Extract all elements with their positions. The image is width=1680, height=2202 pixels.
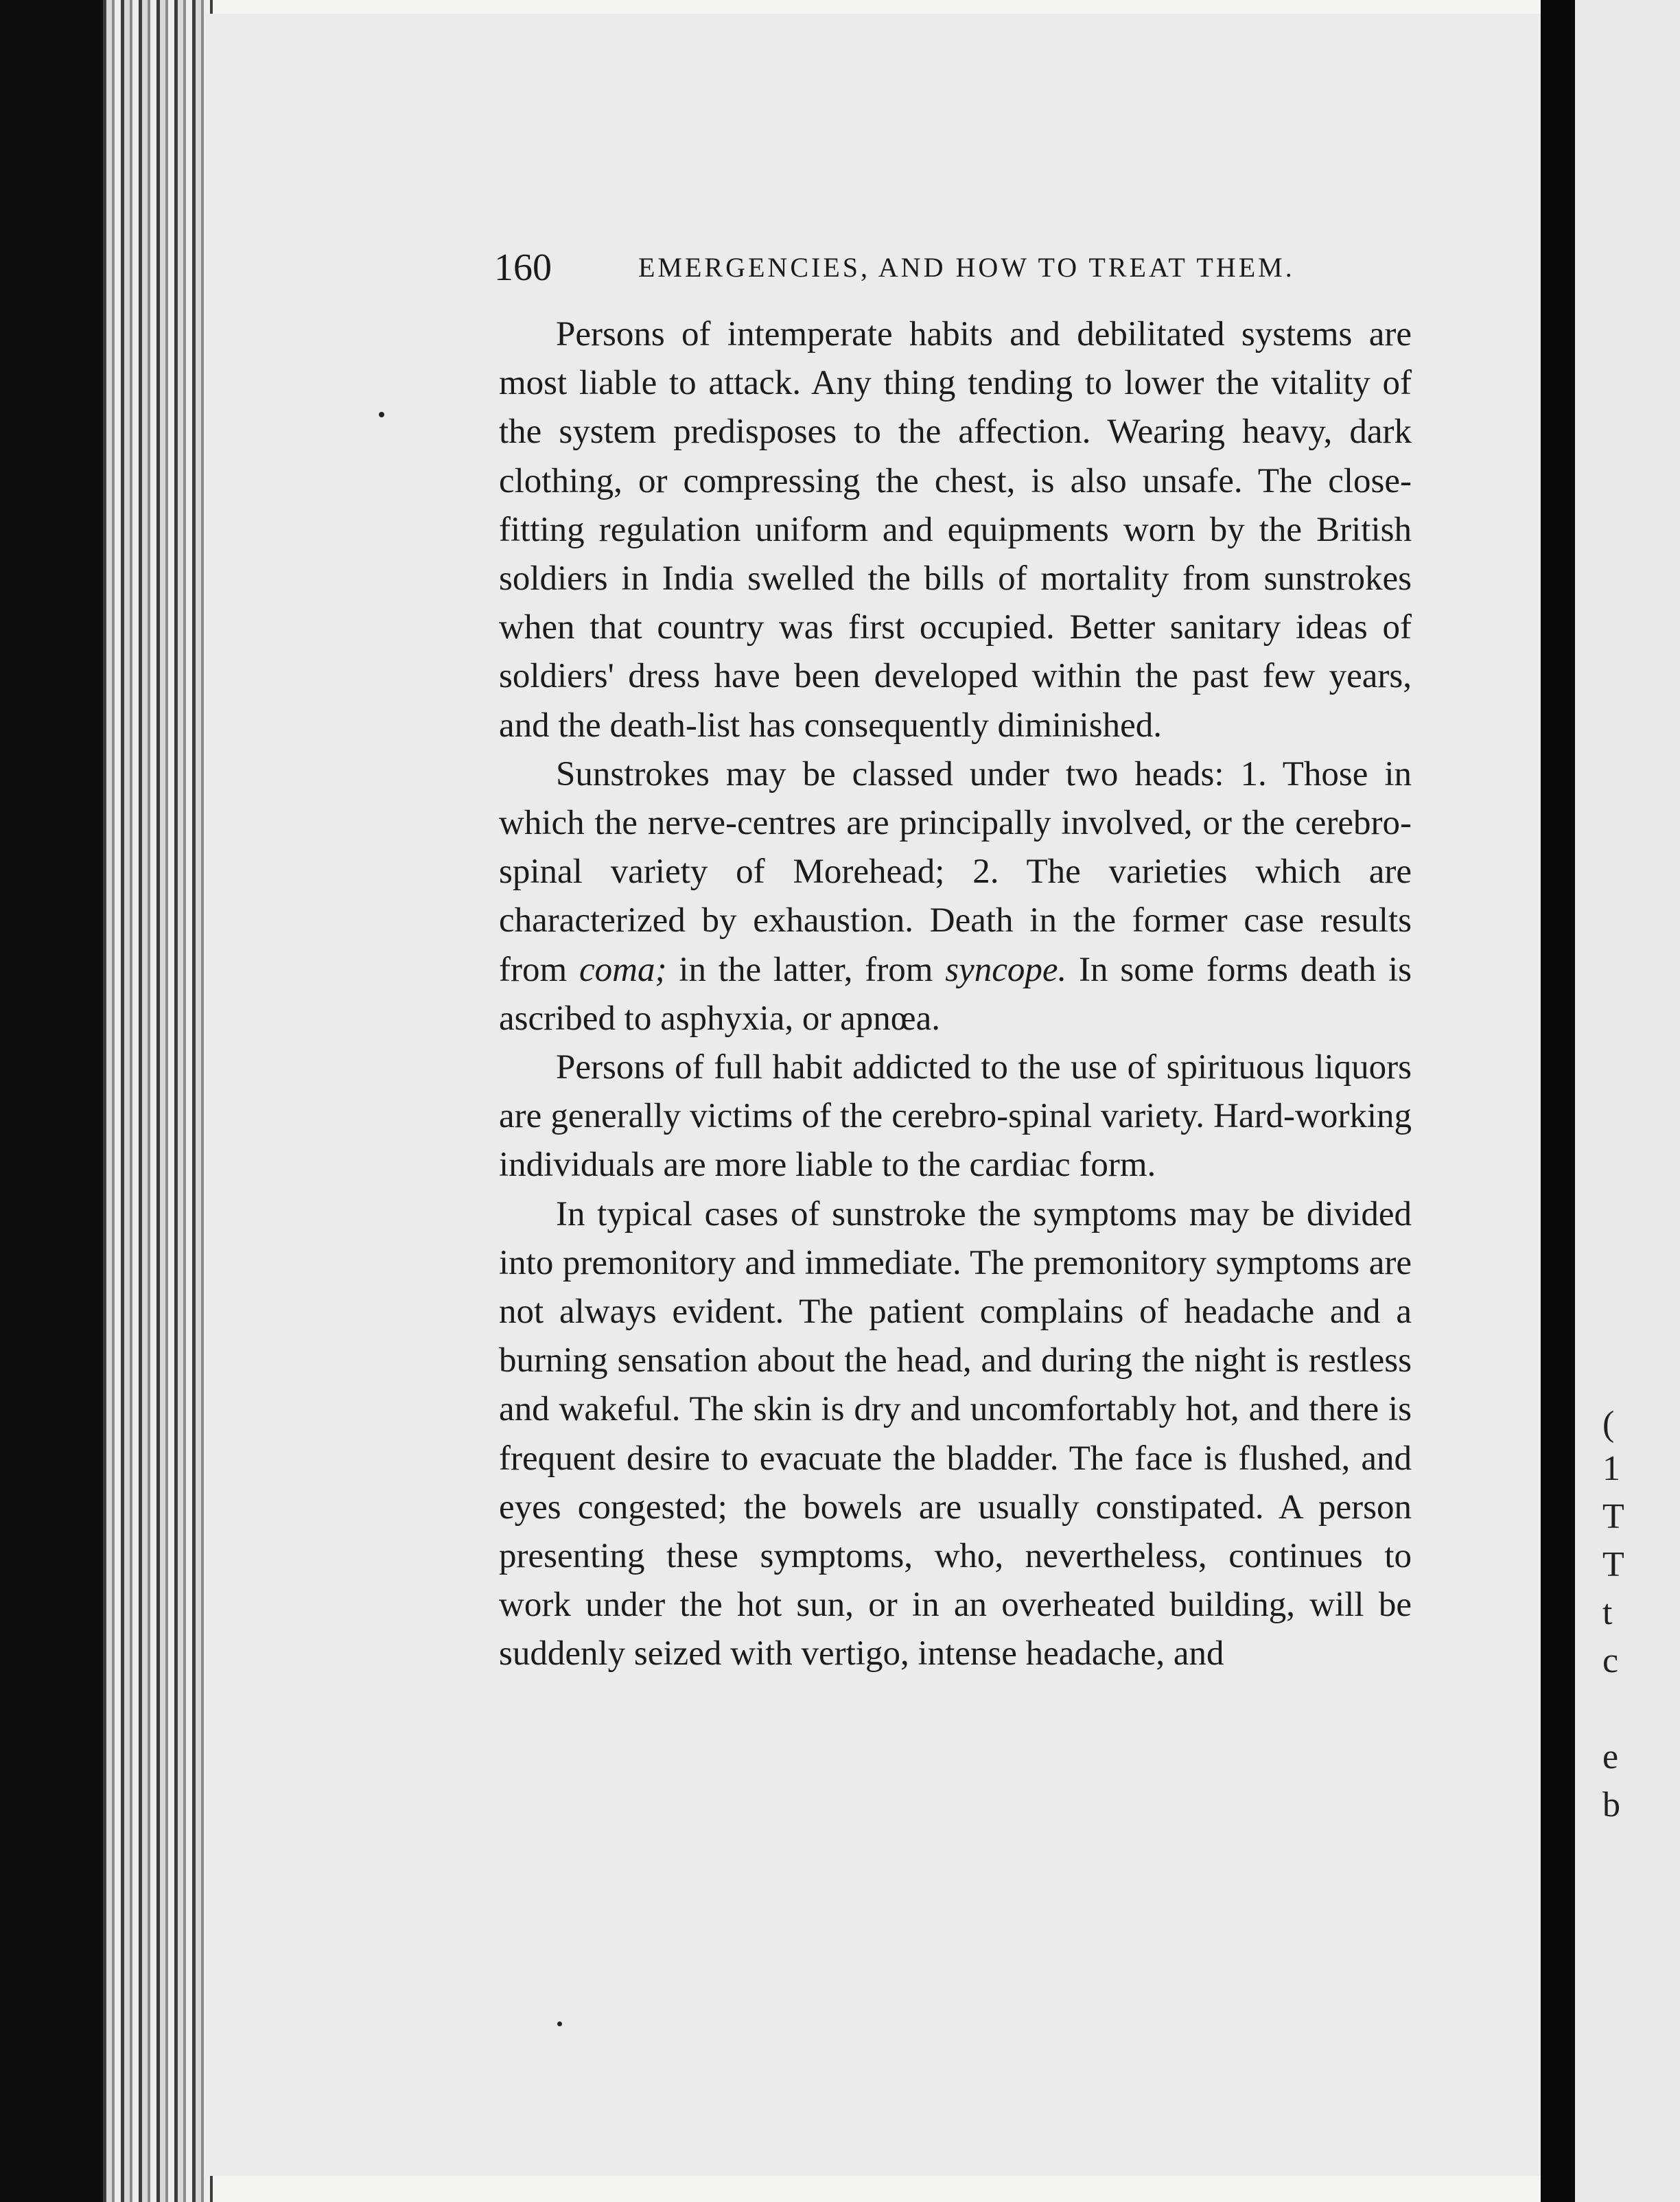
adjacent-page-letter: e xyxy=(1602,1737,1619,1776)
italic-term-syncope: syncope. xyxy=(945,950,1067,989)
running-head: EMERGENCIES, AND HOW TO TREAT THEM. xyxy=(638,252,1295,283)
adjacent-page-edge xyxy=(1575,0,1680,2202)
paragraph-text-part: In some forms death is ascribed to asphyxia, or apnœa. xyxy=(499,950,1412,1038)
paragraph-text-part: Sunstrokes may be classed under two heads: 1. Those in which the nerve-centres are principally involved, or the cerebro-spinal variety of Morehead; 2. The varieties which are characterized by exhaustion. Death in the former case results from xyxy=(499,754,1412,989)
scanner-background xyxy=(0,0,103,2202)
adjacent-page-letter: T xyxy=(1602,1497,1624,1536)
page-number: 160 xyxy=(494,246,552,289)
italic-term-coma: coma; xyxy=(579,950,667,989)
paragraph-text-part: in the latter, from xyxy=(666,950,946,989)
adjacent-page-letter: T xyxy=(1602,1545,1624,1584)
adjacent-page-letter: b xyxy=(1602,1785,1620,1824)
adjacent-page-letter: t xyxy=(1602,1593,1613,1632)
scan-speck xyxy=(379,412,384,417)
paragraph-typical-cases: In typical cases of sunstroke the symptoms may be divided into premonitory and immediate. The premonitory symptoms are not always evident. The patient complains of headache and a burning sensation about the head, and during the night is restless and wakeful. The skin is dry and uncomfortably hot, and there is frequent desire to evacuate the bladder. The face is flushed, and eyes congested; the bowels are usually constipated. A person presenting these symptoms, who, nevertheless, continues to work under the hot sun, or in an overheated building, will be suddenly seized with vertigo, intense headache, and xyxy=(499,1194,1412,1673)
paragraph-classification xyxy=(499,750,1412,1043)
adjacent-page-letter: c xyxy=(1602,1641,1619,1680)
paragraph-full-habit: Persons of full habit addicted to the use of spirituous liquors are generally victims of the cerebro-spinal variety. Hard-working individuals are more liable to the cardiac form. xyxy=(499,1048,1412,1185)
page-header xyxy=(494,246,1407,294)
adjacent-page-letter: ( xyxy=(1602,1404,1615,1444)
paragraph-intemperate-habits: Persons of intemperate habits and debilitated systems are most liable to attack. Any thing tending to lower the vitality of the system predisposes to the affection. Wearing heavy, dark clothing, or compressing the chest, is also unsafe. The close-fitting regulation uniform and equipments worn by the British soldiers in India swelled the bills of mortality from sunstrokes when that country was first occupied. Better sanitary ideas of soldiers' dress have been developed within the past few years, and the death-list has consequently diminished. xyxy=(499,315,1412,745)
book-gutter-shadow xyxy=(1541,0,1575,2202)
body-text xyxy=(499,310,1412,1679)
stacked-page-edges xyxy=(103,0,213,2202)
scan-speck xyxy=(557,2021,562,2026)
adjacent-page-letter: 1 xyxy=(1602,1449,1620,1488)
